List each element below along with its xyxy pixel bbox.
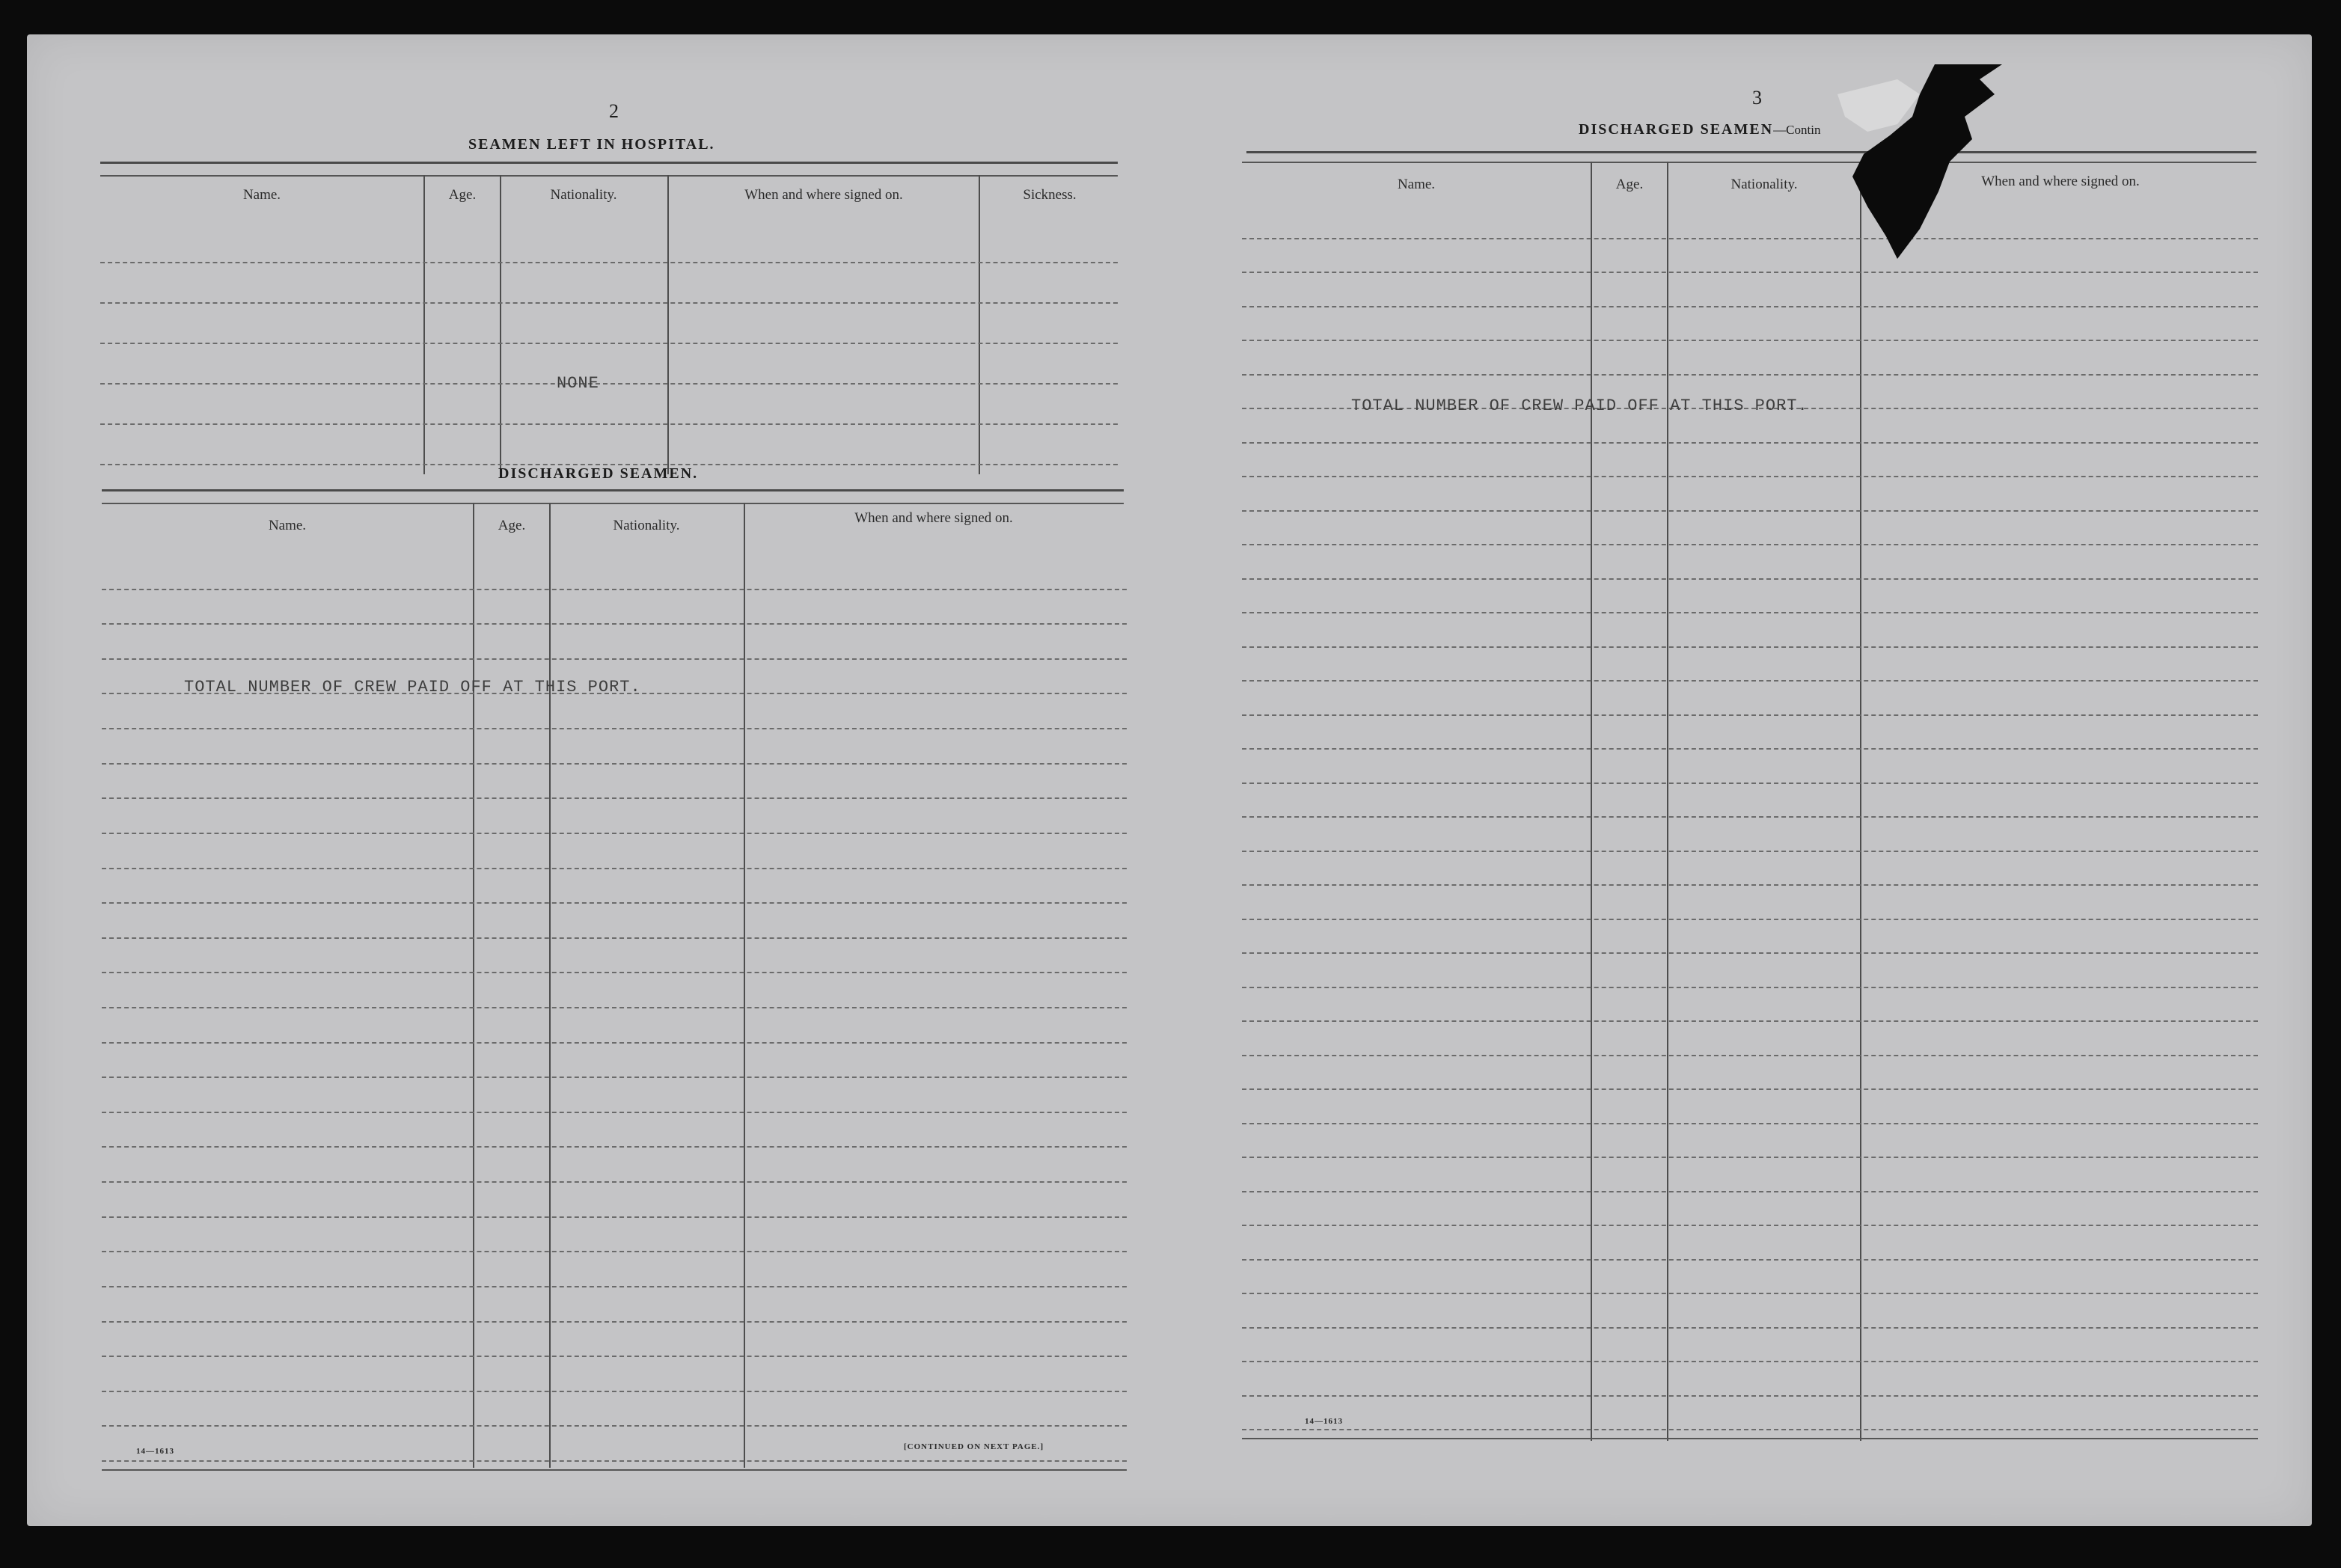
ruled-line <box>102 589 1127 590</box>
hospital-typed-entry: NONE <box>557 374 599 393</box>
ruled-line <box>102 623 1127 625</box>
column-header-name: Name. <box>268 518 307 533</box>
ruled-line <box>1242 1361 2258 1362</box>
ruled-line <box>1242 646 2258 648</box>
bottom-rule <box>1242 1438 2258 1439</box>
ruled-line <box>1242 272 2258 273</box>
ruled-line <box>100 423 1118 425</box>
right-typed-entry: TOTAL NUMBER OF CREW PAID OFF AT THIS PORT. <box>1351 396 1808 415</box>
ruled-line <box>1242 544 2258 545</box>
form-number: 14—1613 <box>1305 1417 1343 1426</box>
ruled-line <box>102 1425 1127 1427</box>
ruled-line <box>1242 374 2258 376</box>
ruled-line <box>100 343 1118 344</box>
ruled-line <box>100 383 1118 385</box>
column-header-signed-on: When and where signed on. <box>744 187 903 203</box>
ruled-line <box>102 1356 1127 1357</box>
ruled-line <box>1242 1293 2258 1294</box>
ruled-line <box>1242 306 2258 307</box>
column-header-age: Age. <box>448 187 477 203</box>
ruled-line <box>100 262 1118 263</box>
ruled-line <box>1242 1395 2258 1397</box>
ruled-line <box>1242 952 2258 954</box>
ruled-line <box>102 763 1127 765</box>
hospital-top-rule <box>100 162 1118 164</box>
ruled-line <box>102 1007 1127 1008</box>
discharged-header-rule <box>102 503 1124 504</box>
bottom-rule <box>102 1469 1127 1471</box>
ruled-line <box>102 1181 1127 1183</box>
column-header-name: Name. <box>242 187 281 203</box>
ruled-line <box>1242 1429 2258 1430</box>
discharged-continued-title <box>1579 121 1820 138</box>
ruled-line <box>102 868 1127 869</box>
document-paper <box>27 34 2312 1526</box>
ruled-line <box>102 902 1127 904</box>
ruled-line <box>102 1112 1127 1113</box>
column-header-name: Name. <box>1397 177 1436 192</box>
ruled-line <box>1242 1055 2258 1056</box>
ruled-line <box>1242 714 2258 716</box>
ruled-line <box>1242 578 2258 580</box>
right-top-rule <box>1246 151 2256 153</box>
column-header-nationality: Nationality. <box>1730 177 1798 192</box>
column-header-age: Age. <box>1615 177 1644 192</box>
title-main: DISCHARGED SEAMEN <box>1579 121 1774 138</box>
ruled-line <box>102 1251 1127 1252</box>
ruled-line <box>1242 919 2258 920</box>
ruled-line <box>1242 1088 2258 1090</box>
ruled-line <box>102 658 1127 660</box>
ruled-line <box>1242 238 2258 239</box>
ruled-line <box>1242 783 2258 784</box>
ruled-line <box>102 1321 1127 1323</box>
ruled-line <box>1242 748 2258 750</box>
column-header-signed-on: When and where signed on. <box>854 510 1013 526</box>
ruled-line <box>102 937 1127 939</box>
hospital-header-rule <box>100 175 1118 177</box>
ruled-line <box>102 1286 1127 1287</box>
ruled-line <box>1242 612 2258 613</box>
ruled-line <box>1242 987 2258 988</box>
ruled-line <box>102 797 1127 799</box>
ruled-line <box>102 1460 1127 1462</box>
ruled-line <box>1242 1123 2258 1124</box>
right-page <box>1209 34 2312 1526</box>
right-header-rule <box>1242 162 2256 163</box>
ruled-line <box>1242 340 2258 341</box>
ruled-line <box>1242 1157 2258 1158</box>
column-header-nationality: Nationality. <box>613 518 680 533</box>
hospital-section-title: SEAMEN LEFT IN HOSPITAL. <box>468 136 715 153</box>
ruled-line <box>1242 1259 2258 1261</box>
column-header-age: Age. <box>498 518 526 533</box>
ruled-line <box>100 302 1118 304</box>
column-header-signed-on: When and where signed on. <box>1981 174 2140 189</box>
ruled-line <box>1242 1020 2258 1022</box>
torn-paper-hole <box>1808 64 2002 274</box>
title-suffix: —Contin <box>1773 123 1821 137</box>
ruled-line <box>1242 884 2258 886</box>
ruled-line <box>1242 476 2258 477</box>
ruled-line <box>1242 510 2258 512</box>
page-number: 2 <box>609 100 619 122</box>
ruled-line <box>102 833 1127 834</box>
ruled-line <box>1242 851 2258 852</box>
ruled-line <box>1242 816 2258 818</box>
ruled-line <box>102 1391 1127 1392</box>
discharged-section-title: DISCHARGED SEAMEN. <box>498 465 699 482</box>
discharged-top-rule <box>102 489 1124 491</box>
column-header-nationality: Nationality. <box>550 187 617 203</box>
hospital-rows <box>100 221 1118 476</box>
ruled-line <box>102 1146 1127 1148</box>
column-header-sickness: Sickness. <box>1023 187 1077 203</box>
page-number: 3 <box>1752 87 1762 108</box>
ruled-line <box>102 1077 1127 1078</box>
left-page <box>27 34 1149 1526</box>
ruled-line <box>1242 1327 2258 1329</box>
right-rows <box>1242 203 2258 1439</box>
continued-note: [CONTINUED ON NEXT PAGE.] <box>904 1442 1044 1451</box>
discharged-typed-entry: TOTAL NUMBER OF CREW PAID OFF AT THIS PORT. <box>184 678 641 696</box>
ruled-line <box>102 1042 1127 1044</box>
form-number: 14—1613 <box>136 1447 174 1456</box>
ruled-line <box>1242 1191 2258 1192</box>
ruled-line <box>102 728 1127 729</box>
ruled-line <box>1242 680 2258 682</box>
ruled-line <box>1242 1225 2258 1226</box>
ruled-line <box>102 972 1127 973</box>
ruled-line <box>1242 442 2258 444</box>
ruled-line <box>102 1216 1127 1218</box>
